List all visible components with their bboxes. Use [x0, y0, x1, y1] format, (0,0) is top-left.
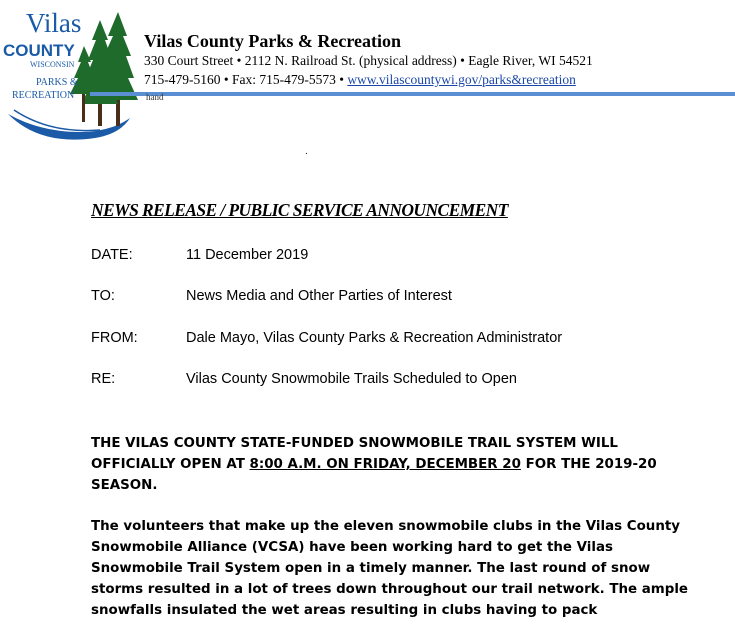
county-logo: [0, 6, 140, 146]
organization-title: Vilas County Parks & Recreation: [144, 31, 401, 51]
stray-dot: .: [305, 146, 308, 157]
body-paragraph: The volunteers that make up the eleven snowmobile clubs in the Vilas County Snowmobile Alliance (VCSA) have been working hard to get the Vilas Snowmobile Trail System open in a timely manner. The last round of snow storms resulted in a lot of trees down throughout our trail network. The ample snowfalls insulated the wet areas resulting in clubs having to pack: [91, 519, 689, 618]
organization-address: 330 Court Street • 2112 N. Railroad St. (physical address) • Eagle River, WI 54521: [144, 53, 593, 68]
phone-fax: 715-479-5160 • Fax: 715-479-5573 •: [144, 72, 344, 87]
re-value: Vilas County Snowmobile Trails Scheduled to Open: [186, 371, 518, 387]
from-label: FROM:: [91, 330, 138, 346]
logo-graphic: [0, 6, 140, 146]
website-link[interactable]: www.vilascountywi.gov/parks&recreation: [347, 72, 576, 87]
logo-line5: RECREATION: [12, 90, 75, 101]
logo-line4: PARKS &: [36, 77, 78, 88]
release-heading: NEWS RELEASE / PUBLIC SERVICE ANNOUNCEMENT: [91, 200, 508, 220]
organization-contact: [144, 72, 576, 88]
to-label: TO:: [91, 288, 115, 304]
from-value: Dale Mayo, Vilas County Parks & Recreation Administrator: [186, 330, 563, 346]
re-label: RE:: [91, 371, 116, 387]
logo-line1: Vilas: [26, 8, 82, 38]
logo-line3: WISCONSIN: [30, 60, 75, 69]
announcement-highlight: 8:00 A.M. ON FRIDAY, DECEMBER 20: [249, 457, 521, 472]
logo-line2: COUNTY: [3, 41, 75, 60]
announcement-tail: FOR THE 2019-20 SEASON.: [91, 457, 657, 493]
stray-text: hand: [146, 92, 164, 102]
to-value: News Media and Other Parties of Interest: [186, 288, 452, 304]
header-divider: [90, 92, 735, 96]
date-label: DATE:: [91, 247, 133, 263]
announcement-lead: THE VILAS COUNTY STATE-FUNDED SNOWMOBILE TRAIL SYSTEM WILL OFFICIALLY OPEN AT: [91, 436, 618, 472]
date-value: 11 December 2019: [186, 247, 309, 263]
announcement-paragraph: [91, 433, 691, 496]
